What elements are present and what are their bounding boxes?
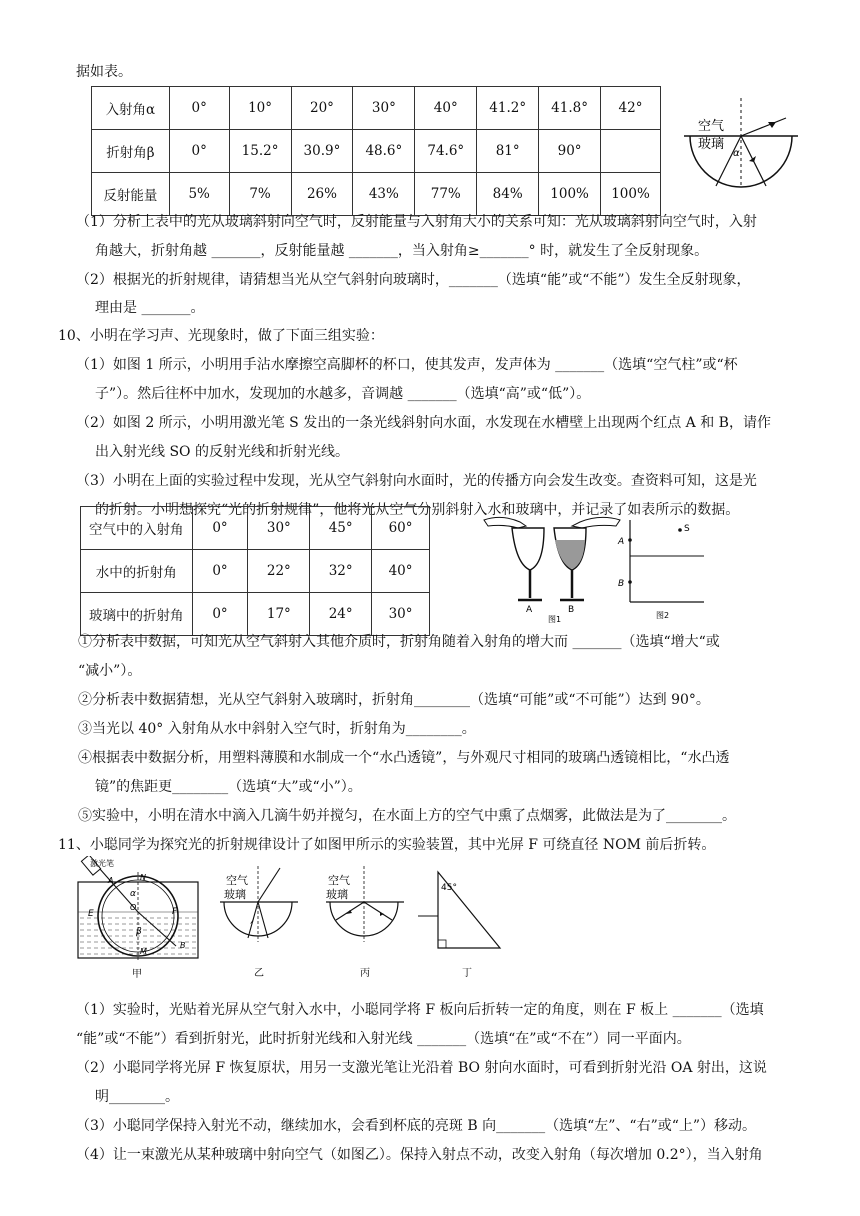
row-label: 入射角α: [92, 87, 170, 130]
laser-pen-label: 激光笔: [90, 859, 114, 868]
q10-s2: ②分析表中数据猜想，光从空气斜射入玻璃时，折射角________（选填“可能”或“不可能”）达到 90°。: [78, 692, 710, 708]
table-cell: 17°: [248, 593, 310, 636]
table-cell: 30°: [372, 593, 430, 636]
table-cell: 0°: [169, 130, 229, 173]
intro-text: 据如表。: [76, 64, 132, 80]
q10-s3: ③当光以 40° 入射角从水中斜射入空气时，折射角为________。: [78, 721, 476, 737]
point-m-label: M: [140, 947, 147, 956]
table-cell: 41.8°: [539, 87, 601, 130]
screen-e-label: E: [88, 909, 94, 919]
table-cell: 41.2°: [477, 87, 539, 130]
table-row: [92, 87, 661, 130]
row-label: 反射能量: [92, 173, 170, 216]
point-s-label: S: [684, 524, 690, 534]
refraction-table-water-glass: [80, 506, 430, 636]
point-b-label: B: [618, 579, 625, 589]
table-cell: 60°: [372, 507, 430, 550]
table-cell: 5%: [169, 173, 229, 216]
q9-p1-line2: 角越大，折射角越 _______，反射能量越 _______，当入射角≥_______° 时，就发生了全反射现象。: [95, 243, 709, 259]
q11-p4: （4）让一束激光从某种玻璃中射向空气（如图乙）。保持入射点不动，改变入射角（每次增加 0.2°），当入射角: [76, 1147, 763, 1163]
fig-yi-semicircle: [216, 862, 302, 980]
table-cell: 0°: [192, 507, 248, 550]
table-cell: 20°: [291, 87, 353, 130]
table-cell: 24°: [310, 593, 372, 636]
red-dot-b: [628, 580, 632, 584]
table-cell: 81°: [477, 130, 539, 173]
point-a-label: A: [108, 876, 114, 885]
table-cell: 26%: [291, 173, 353, 216]
table-cell: 100%: [601, 173, 661, 216]
table-cell: 0°: [192, 593, 248, 636]
fig-ding-prism: [416, 866, 506, 980]
row-label: 玻璃中的折射角: [81, 593, 193, 636]
q9-p2-line2: 理由是 _______。: [95, 300, 205, 316]
q10-p2-line2: 出入射光线 SO 的反射光线和折射光线。: [95, 444, 349, 460]
fig-yi-caption: 乙: [254, 968, 264, 979]
q9-p2-line1: （2）根据光的折射规律，请猜想当光从空气斜射向玻璃时，_______（选填“能”或“不能”）发生全反射现象，: [76, 272, 751, 288]
fig-bing-semicircle: [322, 862, 408, 980]
q10-s4-line2: 镜”的焦距更________（选填“大”或“小”）。: [95, 779, 362, 795]
table-cell: 10°: [229, 87, 291, 130]
q11-p3: （3）小聪同学保持入射光不动，继续加水，会看到杯底的亮斑 B 向_______（选填“左”、“右”或“上”）移动。: [76, 1118, 757, 1134]
q10-p3-line1: （3）小明在上面的实验过程中发现，光从空气斜射向水面时，光的传播方向会发生改变。查资料可知，这是光: [76, 473, 757, 489]
alpha-label: α: [733, 148, 740, 159]
table-cell: 15.2°: [229, 130, 291, 173]
fig-jia-caption: 甲: [132, 969, 142, 980]
table-cell: 42°: [601, 87, 661, 130]
q10-s5: ⑤实验中，小明在清水中滴入几滴牛奶并搅匀，在水面上方的空气中熏了点烟雾，此做法是为了________。: [78, 808, 736, 824]
table-row: [92, 130, 661, 173]
glass-label: 玻璃: [698, 137, 725, 152]
table-row: [81, 507, 430, 550]
table-cell: 43%: [353, 173, 415, 216]
q11-p2-line1: （2）小聪同学将光屏 F 恢复原状，用另一支激光笔让光沿着 BO 射向水面时，可看到折射光沿 OA 射出，这说: [76, 1060, 767, 1076]
table-row: [92, 173, 661, 216]
air-label: 空气: [328, 874, 350, 887]
laser-point-s: [678, 528, 682, 532]
table-cell: 32°: [310, 550, 372, 593]
fig1-caption: 图1: [548, 615, 562, 624]
table-cell: 84%: [477, 173, 539, 216]
angle-45-label: 45°: [441, 883, 457, 893]
fig-bing-caption: 丙: [360, 968, 370, 979]
point-n-label: N: [140, 873, 146, 882]
refraction-table-glass: [91, 86, 661, 216]
q10-p1-line1: （1）如图 1 所示，小明用手沾水摩擦空高脚杯的杯口，使其发声，发声体为 _______（选填“空气柱”或“杯: [76, 357, 738, 373]
fig-jia-apparatus: [72, 856, 204, 980]
q10-p3-line2: 的折射。小明想探究“光的折射规律”，他将光从空气分别斜射入水和玻璃中，并记录了如表所示的数据。: [95, 502, 740, 518]
table-cell: 22°: [248, 550, 310, 593]
red-dot-a: [628, 538, 632, 542]
wine-glasses-figure: [482, 512, 625, 624]
table-cell: 30°: [353, 87, 415, 130]
q10-p2-line1: （2）如图 2 所示，小明用激光笔 S 发出的一条光线斜射向水面，水发现在水槽壁上出现两个红点 A 和 B，请作: [76, 415, 771, 431]
table-cell: 0°: [169, 87, 229, 130]
table-cell: 100%: [539, 173, 601, 216]
point-a-label: A: [618, 537, 625, 547]
q9-p1-line1: （1）分析上表中的光从玻璃斜射向空气时，反射能量与入射角大小的关系可知：光从玻璃斜射向空气时，入射: [76, 214, 757, 230]
alpha-label: α: [130, 889, 136, 899]
fig2-caption: 图2: [656, 611, 670, 620]
table-cell: 30°: [248, 507, 310, 550]
glass-label: 玻璃: [326, 888, 348, 901]
table-cell: 30.9°: [291, 130, 353, 173]
row-label: 折射角β: [92, 130, 170, 173]
table-cell: 48.6°: [353, 130, 415, 173]
air-label: 空气: [698, 119, 725, 134]
water-tank-figure: [612, 514, 712, 624]
q11-p1-line2: “能”或“不能”）看到折射光，此时折射光线和入射光线 _______（选填“在”或“不在”）同一平面内。: [76, 1031, 691, 1047]
q10-p1-line2: 子”）。然后往杯中加水，发现加的水越多，音调越 _______（选填“高”或“低”）。: [95, 386, 591, 402]
q11-p2-line2: 明________。: [95, 1089, 179, 1105]
point-b-label: B: [180, 941, 186, 950]
fig-ding-caption: 丁: [462, 968, 472, 979]
q10-s1-line2: “减小”）。: [78, 663, 142, 679]
row-label: 空气中的入射角: [81, 507, 193, 550]
glass-b-label: B: [568, 605, 575, 615]
table-cell: [601, 130, 661, 173]
table-cell: 40°: [372, 550, 430, 593]
glass-a-label: A: [526, 605, 533, 615]
semicircle-glass-figure: [676, 92, 806, 192]
q10-s4-line1: ④根据表中数据分析，用塑料薄膜和水制成一个“水凸透镜”，与外观尺寸相同的玻璃凸透镜相比，“水凸透: [78, 750, 730, 766]
beta-label: β: [136, 927, 142, 937]
table-row: [81, 593, 430, 636]
row-label: 水中的折射角: [81, 550, 193, 593]
air-label: 空气: [226, 874, 248, 887]
table-cell: 90°: [539, 130, 601, 173]
q11-p1-line1: （1）实验时，光贴着光屏从空气射入水中，小聪同学将 F 板向后折转一定的角度，则在 F 板上 _______（选填: [76, 1002, 764, 1018]
table-cell: 0°: [192, 550, 248, 593]
table-cell: 7%: [229, 173, 291, 216]
table-cell: 40°: [415, 87, 477, 130]
table-row: [81, 550, 430, 593]
screen-f-label: F: [172, 907, 178, 917]
q10-title: 10、小明在学习声、光现象时，做了下面三组实验：: [58, 328, 384, 344]
q11-title: 11、小聪同学为探究光的折射规律设计了如图甲所示的实验装置，其中光屏 F 可绕直径 NOM 前后折转。: [58, 837, 716, 853]
table-cell: 45°: [310, 507, 372, 550]
point-o-label: O: [130, 903, 137, 912]
glass-label: 玻璃: [224, 888, 246, 901]
table-cell: 74.6°: [415, 130, 477, 173]
table-cell: 77%: [415, 173, 477, 216]
q10-s1-line1: ①分析表中数据，可知光从空气斜射入其他介质时，折射角随着入射角的增大而 _______（选填“增大“或: [78, 634, 720, 650]
